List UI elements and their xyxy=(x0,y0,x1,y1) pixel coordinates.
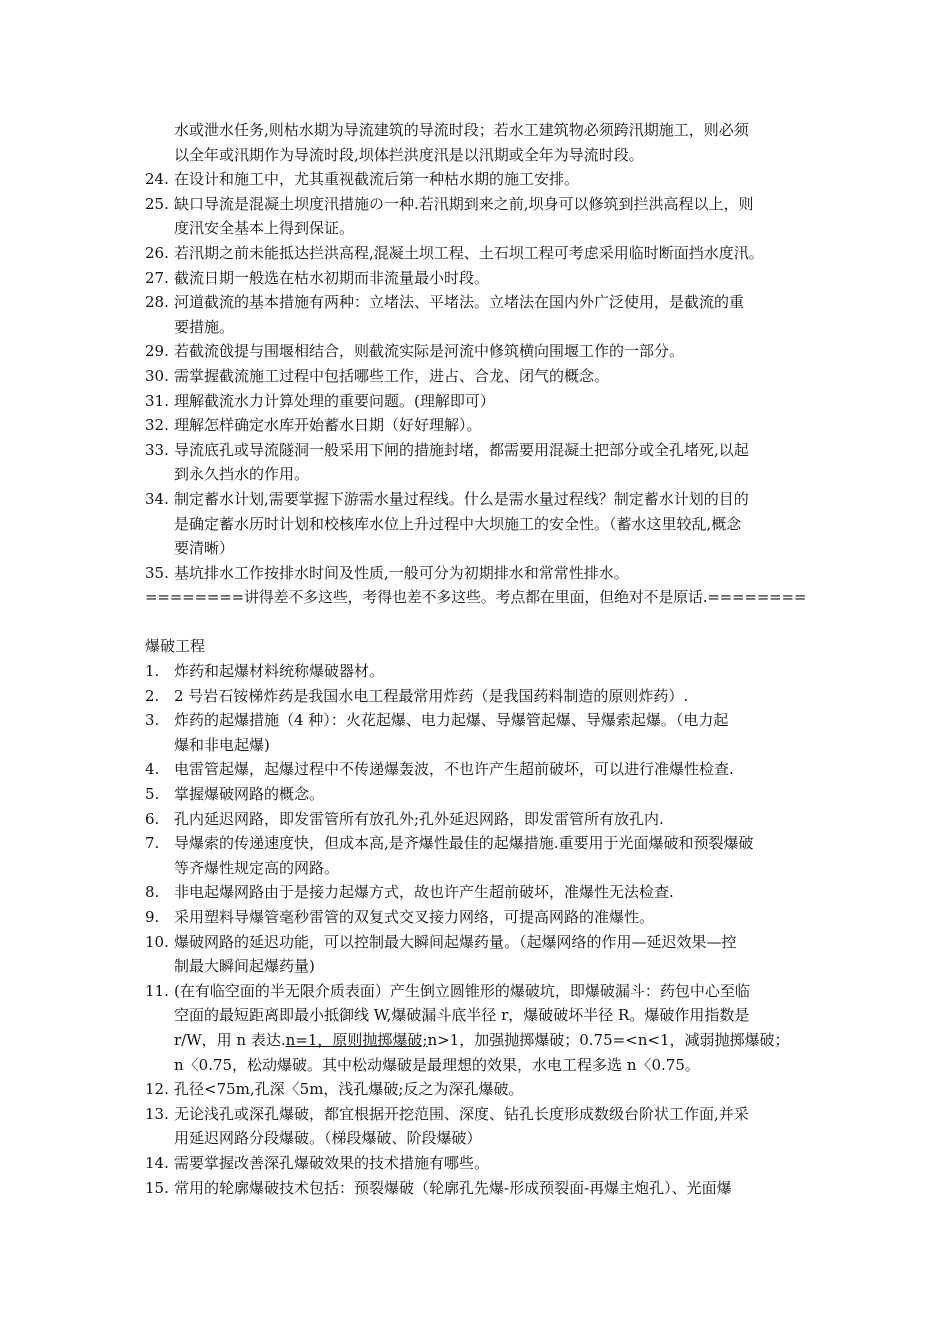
item-text: 制定蓄水计划,需要掌握下游需水量过程线。什么是需水量过程线？制定蓄水计划的目的 xyxy=(174,489,749,508)
item-number: 25. xyxy=(145,194,169,213)
item-text: 若汛期之前未能抵达拦洪高程,混凝土坝工程、土石坝工程可考虑采用临时断面挡水度汛。 xyxy=(174,243,764,262)
list-item xyxy=(0,389,950,414)
list-item xyxy=(0,905,950,930)
item-text: 需要掌握改善深孔爆破效果的技术措施有哪些。 xyxy=(174,1153,490,1172)
list-item-continuation xyxy=(0,1003,950,1028)
item-number: 35. xyxy=(145,563,169,582)
item-text: 度汛安全基本上得到保证。 xyxy=(174,219,355,238)
document-page xyxy=(0,118,950,1200)
item-number: 3. xyxy=(145,711,160,730)
list-item xyxy=(0,684,950,709)
list-item-continuation xyxy=(0,536,950,561)
item-number: 6. xyxy=(145,809,160,828)
list-item-continuation xyxy=(0,733,950,758)
item-text: 孔径<75m,孔深〈5m，浅孔爆破;反之为深孔爆破。 xyxy=(174,1080,524,1099)
list-item-continuation xyxy=(0,143,950,168)
item-number: 9. xyxy=(145,908,160,926)
item-text: 若截流戗提与围堰相结合，则截流实际是河流中修筑横向围堰工作的一部分。 xyxy=(174,342,685,361)
item-text: 要措施。 xyxy=(174,317,235,336)
list-item xyxy=(0,1151,950,1176)
list-item xyxy=(0,930,950,955)
section-heading xyxy=(0,634,950,659)
item-number: 33. xyxy=(145,440,169,459)
item-text: 缺口导流是混凝土坝度汛措施の一种.若汛期到来之前,坝身可以修筑到拦洪高程以上，则 xyxy=(174,194,754,213)
underlined-text: n=1，原则抛掷爆破; xyxy=(285,1030,428,1049)
item-text: 以全年或汛期作为导流时段,坝体拦洪度汛是以汛期或全年为导流时段。 xyxy=(174,145,644,164)
item-text: 制最大瞬间起爆药量) xyxy=(174,957,315,976)
item-text: 常用的轮廓爆破技术包括：预裂爆破（轮廓孔先爆-形成预裂面-再爆主炮孔）、光面爆 xyxy=(174,1178,732,1197)
list-item xyxy=(0,831,950,856)
item-text: 无论浅孔或深孔爆破，都宜根据开挖范围、深度、钻孔长度形成数级台阶状工作面,并采 xyxy=(174,1104,749,1123)
list-item xyxy=(0,241,950,266)
heading-text: 爆破工程 xyxy=(145,637,206,656)
item-text: 水或泄水任务,则枯水期为导流建筑的导流时段；若水工建筑物必须跨汛期施工，则必须 xyxy=(174,121,749,139)
list-item xyxy=(0,266,950,291)
item-number: 15. xyxy=(145,1178,169,1197)
item-text: 用延迟网路分段爆破。（梯段爆破、阶段爆破） xyxy=(174,1129,482,1148)
item-number: 24. xyxy=(145,170,169,189)
item-number: 31. xyxy=(145,391,169,410)
item-number: 27. xyxy=(145,268,169,287)
item-text: 在设计和施工中，尤其重视截流后第一种枯水期的施工安排。 xyxy=(174,170,580,189)
list-item xyxy=(0,1176,950,1201)
list-item-continuation xyxy=(0,216,950,241)
list-item-continuation xyxy=(0,1053,950,1078)
item-text: 炸药的起爆措施（4 种）：火花起爆、电力起爆、导爆管起爆、导爆索起爆。（电力起 xyxy=(174,711,729,730)
item-text: 河道截流的基本措施有两种：立堵法、平堵法。立堵法在国内外广泛使用，是截流的重 xyxy=(174,293,745,312)
section-divider xyxy=(0,585,950,610)
list-item-continuation xyxy=(0,462,950,487)
list-item-continuation xyxy=(0,118,950,143)
item-text: 截流日期一般选在枯水初期而非流量最小时段。 xyxy=(174,268,490,287)
item-number: 28. xyxy=(145,293,169,312)
item-number: 12. xyxy=(145,1080,169,1099)
item-text: n〈0.75，松动爆破。其中松动爆破是最理想的效果，水电工程多选 n〈0.75。 xyxy=(174,1055,700,1074)
item-number: 29. xyxy=(145,342,169,361)
blank-line xyxy=(0,610,950,635)
list-item-continuation xyxy=(0,856,950,881)
list-item-continuation xyxy=(0,1028,950,1053)
text-segment: n>1，加强抛掷爆破；0.75=<n<1，减弱抛掷爆破； xyxy=(427,1030,790,1049)
item-text: 空面的最短距离即最小抵御线 W,爆破漏斗底半径 r，爆破破坏半径 R。爆破作用指数是 xyxy=(174,1006,750,1025)
item-text: 要清晰） xyxy=(174,539,235,558)
item-number: 14. xyxy=(145,1153,169,1172)
item-number: 4. xyxy=(145,760,160,779)
list-item xyxy=(0,880,950,905)
item-text: 导爆索的传递速度快，但成本高,是齐爆性最佳的起爆措施.重要用于光面爆破和预裂爆破 xyxy=(174,834,754,853)
item-number: 34. xyxy=(145,489,169,508)
item-number: 1. xyxy=(145,662,160,681)
list-item-continuation xyxy=(0,954,950,979)
item-number: 2. xyxy=(145,686,160,705)
item-text: 电雷管起爆，起爆过程中不传递爆轰波，不也许产生超前破坏，可以进行准爆性检查. xyxy=(174,760,734,779)
item-text: 导流底孔或导流隧洞一般采用下闸的措施封堵，都需要用混凝土把部分或全孔堵死,以起 xyxy=(174,440,749,459)
divider-text: ========讲得差不多这些，考得也差不多这些。考点都在里面，但绝对不是原话.======== xyxy=(145,588,807,607)
item-text: 理解截流水力计算处理的重要问题。(理解即可） xyxy=(174,391,495,410)
item-number: 32. xyxy=(145,416,169,435)
list-item xyxy=(0,979,950,1004)
item-text: 爆和非电起爆) xyxy=(174,735,270,754)
list-item xyxy=(0,290,950,315)
item-text xyxy=(174,1028,824,1053)
item-text: 炸药和起爆材料统称爆破器材。 xyxy=(174,662,385,681)
item-text: 孔内延迟网路，即发雷管所有放孔外;孔外延迟网路，即发雷管所有放孔内. xyxy=(174,809,664,828)
item-number: 10. xyxy=(145,932,169,951)
list-item xyxy=(0,807,950,832)
item-number: 5. xyxy=(145,785,160,804)
item-text: 爆破网路的延迟功能，可以控制最大瞬间起爆药量。（起爆网络的作用—延迟效果—控 xyxy=(174,932,737,951)
list-item xyxy=(0,561,950,586)
item-text: 等齐爆性规定高的网路。 xyxy=(174,858,340,877)
item-text: 2 号岩石铵梯炸药是我国水电工程最常用炸药（是我国药料制造的原则炸药）. xyxy=(174,686,689,705)
item-text: 采用塑料导爆管毫秒雷管的双复式交叉接力网络，可提高网路的准爆性。 xyxy=(174,908,655,926)
list-item-continuation xyxy=(0,315,950,340)
list-item-continuation xyxy=(0,512,950,537)
list-item xyxy=(0,339,950,364)
item-number: 26. xyxy=(145,243,169,262)
item-text: 理解怎样确定水库开始蓄水日期（好好理解）。 xyxy=(174,416,482,435)
item-text: 是确定蓄水历时计划和校核库水位上升过程中大坝施工的安全性。（蓄水这里较乱,概念 xyxy=(174,514,742,533)
item-text: 掌握爆破网路的概念。 xyxy=(174,785,325,804)
item-number: 30. xyxy=(145,366,169,385)
list-item xyxy=(0,708,950,733)
text-segment: r/W，用 n 表达. xyxy=(174,1030,286,1049)
item-text: 非电起爆网路由于是接力起爆方式，故也许产生超前破坏，准爆性无法检查. xyxy=(174,883,674,902)
item-text: 基坑排水工作按排水时间及性质,一般可分为初期排水和常常性排水。 xyxy=(174,563,629,582)
item-number: 13. xyxy=(145,1104,169,1123)
list-item xyxy=(0,757,950,782)
item-text: (在有临空面的半无限介质表面）产生倒立圆锥形的爆破坑，即爆破漏斗：药包中心至临 xyxy=(174,981,750,1000)
item-number: 8. xyxy=(145,883,160,902)
item-text: 需掌握截流施工过程中包括哪些工作，进占、合龙、闭气的概念。 xyxy=(174,366,610,385)
list-item xyxy=(0,192,950,217)
list-item xyxy=(0,364,950,389)
list-item xyxy=(0,487,950,512)
list-item xyxy=(0,782,950,807)
list-item xyxy=(0,1102,950,1127)
list-item xyxy=(0,1077,950,1102)
list-item xyxy=(0,167,950,192)
item-text: 到永久挡水的作用。 xyxy=(174,465,310,484)
list-item xyxy=(0,413,950,438)
list-item-continuation xyxy=(0,1126,950,1151)
list-item xyxy=(0,438,950,463)
list-item xyxy=(0,659,950,684)
item-number: 11. xyxy=(145,981,169,1000)
item-number: 7. xyxy=(145,834,160,853)
